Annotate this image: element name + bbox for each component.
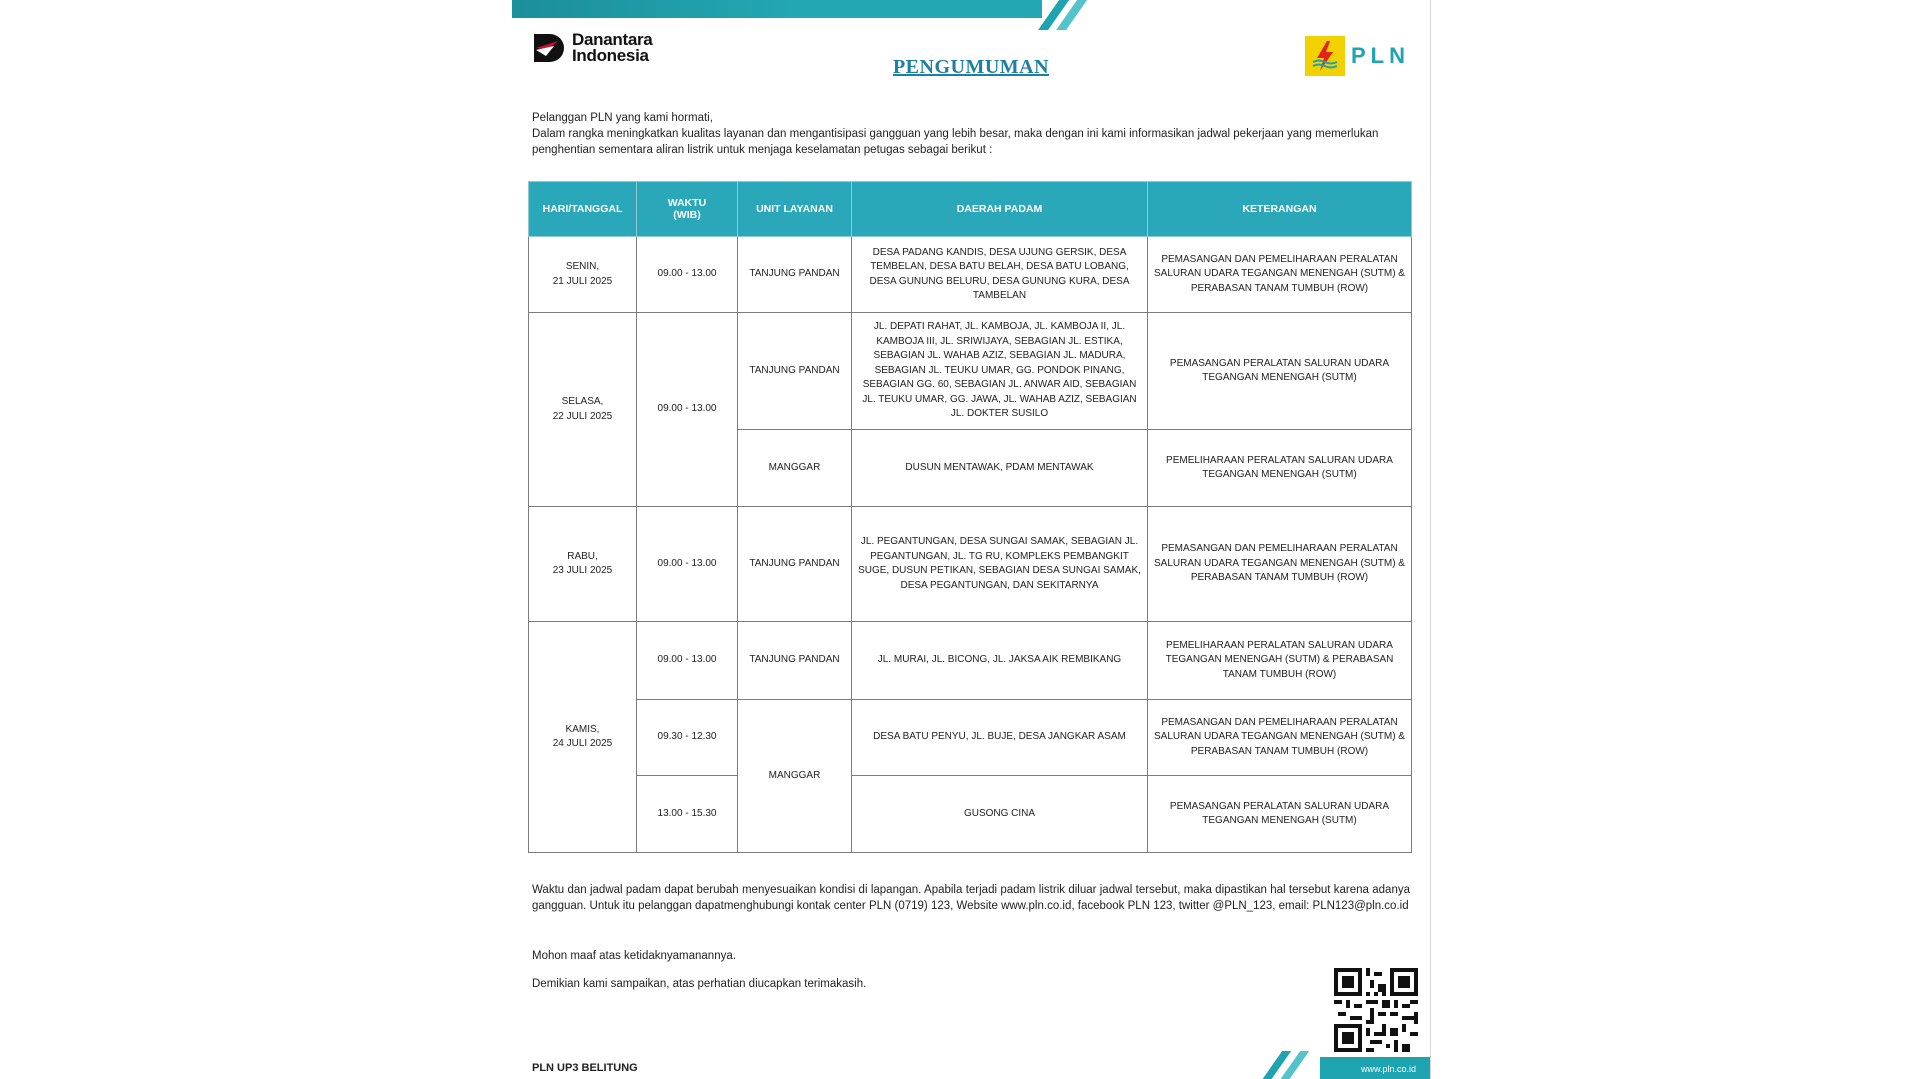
outage-schedule-table [528,181,1412,853]
day-name: RABU, [567,550,598,562]
header-waktu [637,182,738,237]
pln-logo-icon [1305,36,1345,76]
note-cell: PEMASANGAN PERALATAN SALURAN UDARA TEGANGAN MENENGAH (SUTM) [1148,776,1412,853]
area-cell: JL. PEGANTUNGAN, DESA SUNGAI SAMAK, SEBAGIAN JL. PEGANTUNGAN, JL. TG RU, KOMPLEKS PEMBANGKIT SUGE, DUSUN PETIKAN, SEBAGIAN DESA SUNGAI SAMAK, DESA PEGANTUNGAN, DAN SEKITARNYA [852,507,1148,622]
time-cell: 09.00 - 13.00 [637,313,738,507]
table-row [529,622,1412,700]
intro-body: Dalam rangka meningkatkan kualitas layanan dan mengantisipasi gangguan yang lebih besar, maka dengan ini kami informasikan jadwal pekerjaan yang memerlukan penghentian sementara aliran listrik untuk menjaga keselamatan petugas sebagai berikut : [532,128,1379,156]
note-cell: PEMASANGAN PERALATAN SALURAN UDARA TEGANGAN MENENGAH (SUTM) [1148,313,1412,430]
area-cell: DESA PADANG KANDIS, DESA UJUNG GERSIK, DESA TEMBELAN, DESA BATU BELAH, DESA BATU LOBANG, DESA GUNUNG BELURU, DESA GUNUNG KURA, DESA TAMBELAN [852,237,1148,313]
note-cell: PEMELIHARAAN PERALATAN SALURAN UDARA TEGANGAN MENENGAH (SUTM) [1148,430,1412,507]
area-cell: GUSONG CINA [852,776,1148,853]
day-name: SENIN, [565,261,600,272]
table-row [529,776,1412,853]
time-cell: 09.00 - 13.00 [637,622,738,700]
day-date: 24 JULI 2025 [552,738,613,749]
footer-notice [532,882,1410,914]
note-cell: PEMASANGAN DAN PEMELIHARAAN PERALATAN SALURAN UDARA TEGANGAN MENENGAH (SUTM) & PERABASAN TANAM TUMBUH (ROW) [1148,700,1412,776]
top-accent-bar [512,0,1042,18]
table-row [529,507,1412,622]
area-cell: JL. MURAI, JL. BICONG, JL. JAKSA AIK REMBIKANG [852,622,1148,700]
day-cell [529,313,637,507]
closing-text: Demikian kami sampaikan, atas perhatian diucapkan terimakasih. [532,978,867,990]
unit-cell: TANJUNG PANDAN [738,313,852,430]
brand-line-2: Indonesia [572,46,649,65]
note-cell: PEMELIHARAAN PERALATAN SALURAN UDARA TEGANGAN MENENGAH (SUTM) & PERABASAN TANAM TUMBUH (ROW) [1148,622,1412,700]
greeting: Pelanggan PLN yang kami hormati, [532,112,713,124]
area-cell: JL. DEPATI RAHAT, JL. KAMBOJA, JL. KAMBOJA II, JL. KAMBOJA III, JL. SRIWIJAYA, SEBAGIAN JL. ESTIKA, SEBAGIAN JL. WAHAB AZIZ, SEBAGIAN JL. MADURA, SEBAGIAN JL. TEUKU UMAR, GG. PONDOK PINANG, SEBAGIAN GG. 60, SEBAGIAN JL. ANWAR AID, SEBAGIAN JL. TEUKU UMAR, GG. JAWA, JL. WAHAB AZIZ, SEBAGIAN JL. DOKTER SUSILO [852,313,1148,430]
header-keterangan: KETERANGAN [1148,182,1412,237]
header-unit-layanan: UNIT LAYANAN [738,182,852,237]
apology-text: Mohon maaf atas ketidaknyamanannya. [532,950,736,962]
day-date: 23 JULI 2025 [552,565,613,576]
table-header-row [529,182,1412,237]
day-name: KAMIS, [565,723,600,735]
unit-cell: TANJUNG PANDAN [738,622,852,700]
brand-line-1: Danantara [572,30,653,49]
day-cell [529,507,637,622]
day-date: 22 JULI 2025 [552,410,613,422]
pln-wordmark: PLN [1351,43,1410,68]
area-cell: DUSUN MENTAWAK, PDAM MENTAWAK [852,430,1148,507]
table-row [529,313,1412,430]
note-cell: PEMASANGAN DAN PEMELIHARAAN PERALATAN SALURAN UDARA TEGANGAN MENENGAH (SUTM) & PERABASAN TANAM TUMBUH (ROW) [1148,507,1412,622]
bottom-accent-bar [1320,1057,1430,1079]
page-title: PENGUMUMAN [892,56,1050,78]
day-cell [529,622,637,853]
unit-cell: MANGGAR [738,430,852,507]
qr-code-icon [1334,968,1418,1052]
header-daerah-padam: DAERAH PADAM [852,182,1148,237]
pln-logo [1305,36,1410,76]
website-link[interactable]: www.pln.co.id [1360,1064,1416,1074]
notice-text: Waktu dan jadwal padam dapat berubah menyesuaikan kondisi di lapangan. Apabila terjadi padam listrik diluar jadwal tersebut, maka dipastikan hal tersebut karena adanya gangguan. Untuk itu pelanggan dapatmenghubungi kontak center PLN (0719) 123, Website www.pln.co.id, facebook PLN 123, twitter @PLN_123, email: PLN123@pln.co.id [532,884,1410,912]
header-waktu-label: WAKTU [667,197,707,209]
header-hari-tanggal: HARI/TANGGAL [529,182,637,237]
table-row [529,700,1412,776]
time-cell: 09.30 - 12.30 [637,700,738,776]
header-waktu-unit: (WIB) [673,209,701,221]
area-cell: DESA BATU PENYU, JL. BUJE, DESA JANGKAR ASAM [852,700,1148,776]
time-cell: 13.00 - 15.30 [637,776,738,853]
intro-text [532,110,1410,158]
unit-cell: TANJUNG PANDAN [738,507,852,622]
unit-cell: TANJUNG PANDAN [738,237,852,313]
day-date: 21 JULI 2025 [552,275,613,287]
footer-organization: PLN UP3 BELITUNG [532,1062,638,1074]
time-cell: 09.00 - 13.00 [637,507,738,622]
announcement-page [512,0,1431,1079]
day-cell [529,237,637,313]
note-cell: PEMASANGAN DAN PEMELIHARAAN PERALATAN SALURAN UDARA TEGANGAN MENENGAH (SUTM) & PERABASAN TANAM TUMBUH (ROW) [1148,237,1412,313]
day-name: SELASA, [561,396,604,407]
time-cell: 09.00 - 13.00 [637,237,738,313]
table-row [529,237,1412,313]
unit-cell: MANGGAR [738,700,852,853]
